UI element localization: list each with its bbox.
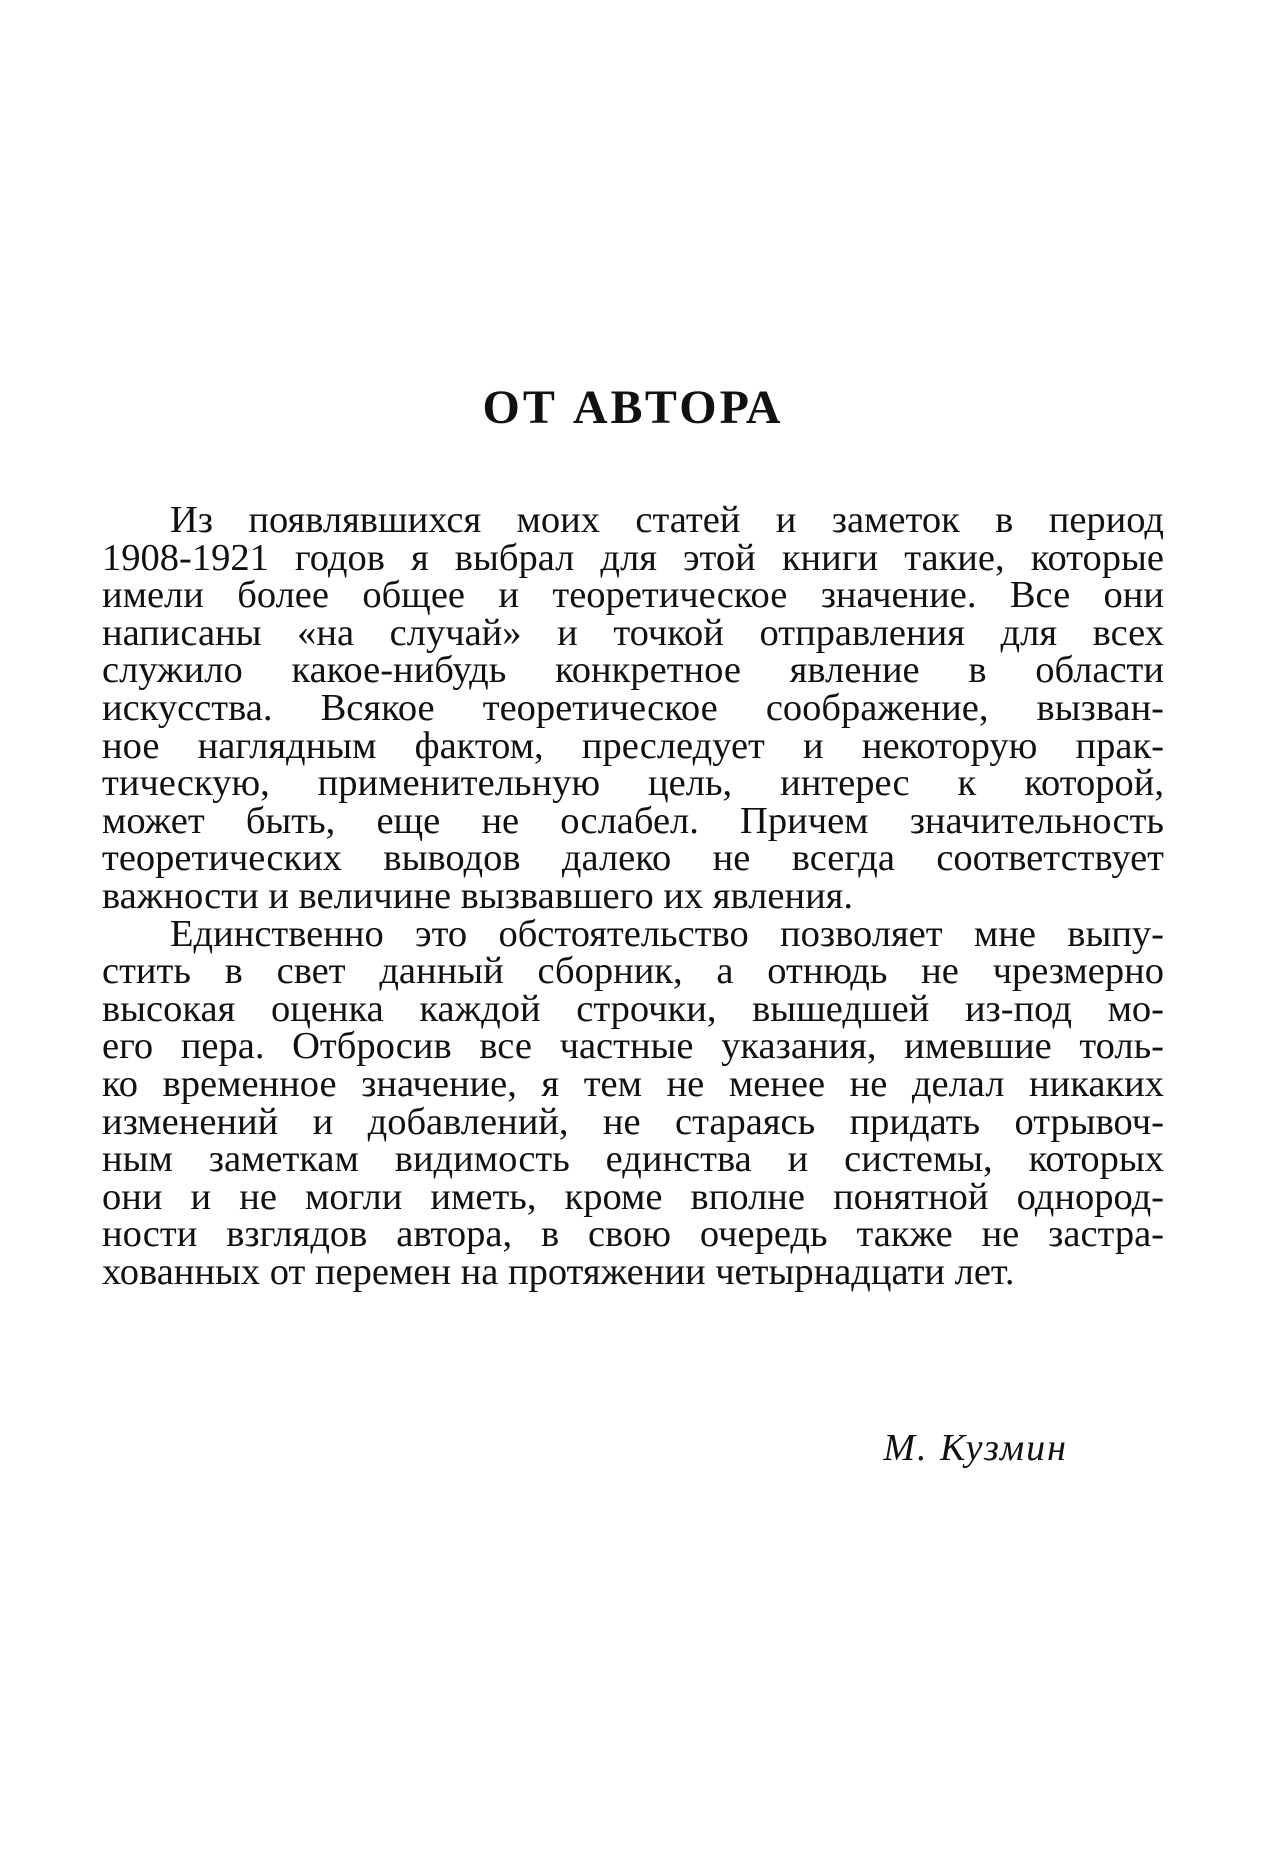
text-line: изменений и добавлений, не стараясь придать отрывоч- — [102, 1100, 1164, 1143]
text-line: ко временное значение, я тем не менее не делал никаких — [102, 1062, 1164, 1105]
author-signature: М. Кузмин — [883, 1427, 1068, 1469]
text-line: написаны «на случай» и точкой отправления для всех — [102, 611, 1164, 654]
text-line: его пера. Отбросив все частные указания, имевшие толь- — [102, 1025, 1164, 1068]
text-line: ности взглядов автора, в свою очередь также не застра- — [102, 1213, 1164, 1256]
text-line: высокая оценка каждой строчки, вышедшей из-под мо- — [102, 987, 1164, 1030]
text-line: стить в свет данный сборник, а отнюдь не чрезмерно — [102, 950, 1164, 993]
text-line: хованных от перемен на протяжении четырнадцати лет. — [102, 1250, 1015, 1293]
text-line: может быть, еще не ослабел. Причем значительность — [102, 799, 1164, 842]
text-line: они и не могли иметь, кроме вполне понятной однород- — [102, 1175, 1164, 1218]
text-line: теоретических выводов далеко не всегда соответствует — [102, 837, 1164, 880]
text-line: тическую, применительную цель, интерес к которой, — [102, 762, 1164, 805]
text-line: служило какое-нибудь конкретное явление в области — [102, 649, 1164, 692]
text-line: ным заметкам видимость единства и системы, которых — [102, 1138, 1164, 1181]
text-line: ное наглядным фактом, преследует и некоторую прак- — [102, 724, 1164, 767]
text-line: Из появлявшихся моих статей и заметок в период — [170, 499, 1164, 541]
text-line: имели более общее и теоретическое значение. Все они — [102, 574, 1164, 617]
page-title: ОТ АВТОРА — [482, 381, 784, 434]
text-line: важности и величине вызвавшего их явления. — [102, 874, 854, 917]
text-line: Единственно это обстоятельство позволяет мне выпу- — [170, 912, 1164, 955]
body-text — [102, 499, 1164, 1293]
text-line: искусства. Всякое теоретическое соображение, вызван- — [102, 686, 1164, 729]
text-line: 1908-1921 годов я выбрал для этой книги такие, которые — [102, 536, 1164, 579]
